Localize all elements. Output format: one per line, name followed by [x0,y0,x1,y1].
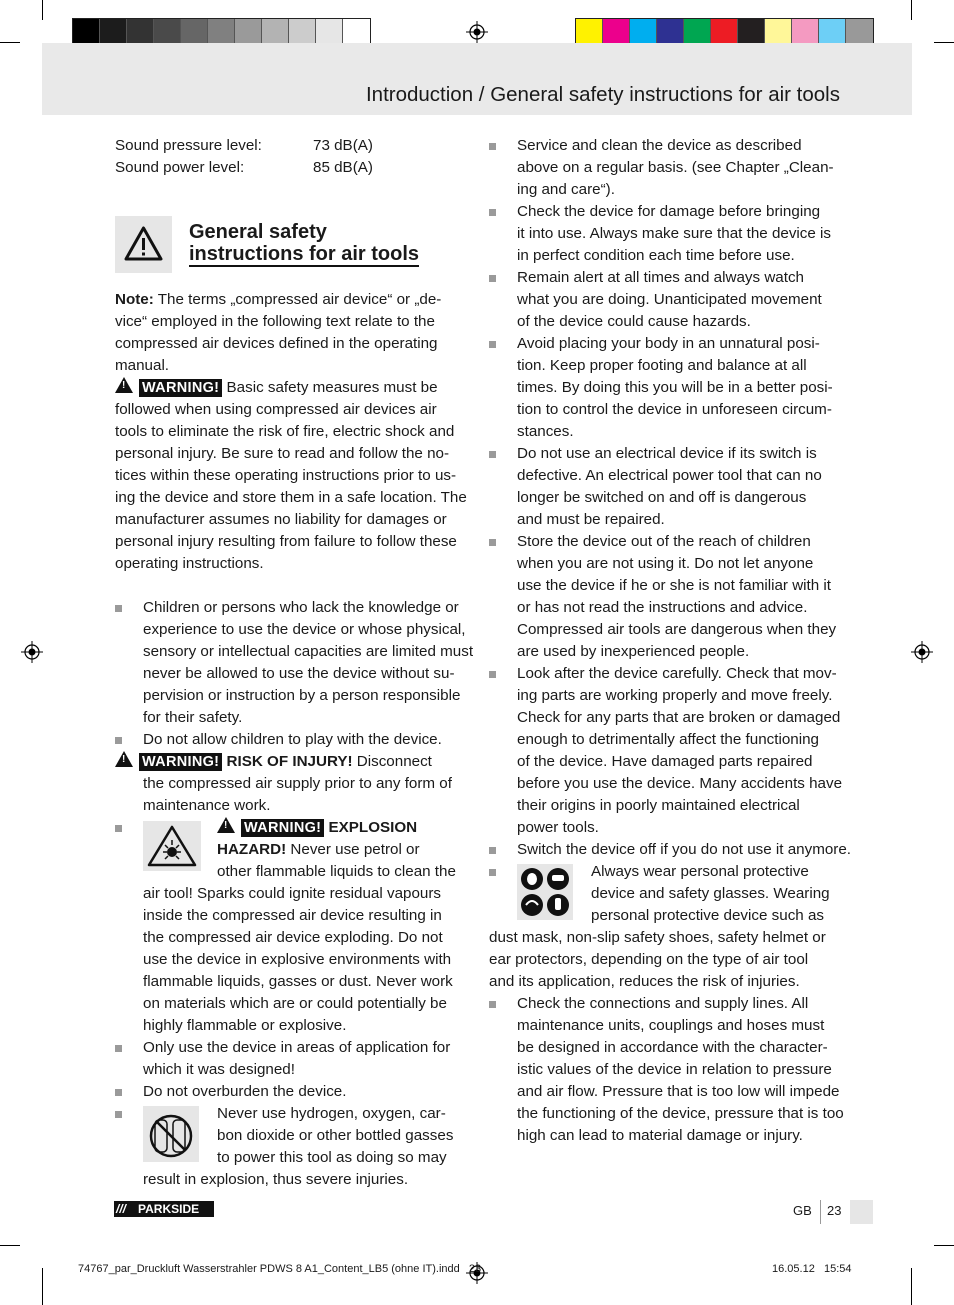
text-line: are used by inexperienced people. [517,643,750,660]
text-line: of the device could cause hazards. [517,313,751,330]
bullet-icon [489,1001,496,1008]
page-info [793,1201,812,1221]
swatch [100,19,127,45]
text-line: Children or persons who lack the knowledge or [143,599,459,616]
swatch [819,19,846,45]
text-line: on materials which are or could potentially be [143,995,447,1012]
text-line: the functioning of the device, pressure that is too [517,1105,844,1122]
bullet-icon [489,143,496,150]
swatch [576,19,603,45]
list-item [489,993,844,1147]
warning-badge: WARNING! [139,379,222,397]
warning-triangle-icon [115,751,133,767]
bullet-icon [115,1089,122,1096]
warning-badge: WARNING! [241,819,324,837]
text-line: personal injury. Be sure to read and follow the no- [115,445,450,462]
text-line: tools to eliminate the risk of fire, electric shock and [115,423,455,440]
list-item [489,201,841,267]
swatch [765,19,792,45]
text-line: Check the device for damage before bringing [517,203,821,220]
spec-row: Sound power level: 85 dB(A) [115,159,373,176]
bullet-icon [115,605,122,612]
list-item: Never use hydrogen, oxygen, car- bon dioxide or other bottled gasses to power this tool as doing so may result in explosion, thus severe injuries. [115,1103,470,1191]
swatch [208,19,235,45]
text-line: ing the device and store them in a safe location. The [115,489,467,506]
text-line: air tool! Sparks could ignite residual vapours [143,885,442,902]
warning-body: the compressed air supply prior to any form of maintenance work. [143,775,452,814]
text-line: defective. An electrical power tool that can no [517,467,822,484]
list-item [489,135,841,201]
warning-badge: WARNING! [139,753,222,771]
swatch [792,19,819,45]
bullet-icon [489,275,496,282]
text-line: the compressed air device exploding. Do not [143,929,443,946]
text-line: what you are doing. Unanticipated movement [517,291,822,308]
swatch [73,19,100,45]
left-column [115,135,465,179]
swatch [711,19,738,45]
text-line: experience to use the device or whose physical, [143,621,466,638]
page-header [42,43,912,115]
bullet-icon [489,209,496,216]
bullet-icon [489,341,496,348]
bullet-icon [489,451,496,458]
text-line: above on a regular basis. (see Chapter „Clean- [517,159,834,176]
page-title: Introduction / General safety instructions for air tools [365,83,840,106]
text-line: Check for any parts that are broken or damaged [517,709,841,726]
text-line: and air flow. Pressure that is too low will impede [517,1083,840,1100]
text-line: Compressed air tools are dangerous when they [517,621,837,638]
page-number: 23 [827,1203,842,1218]
text-line: Remain alert at all times and always watch [517,269,804,286]
swatch [738,19,765,45]
swatch [154,19,181,45]
text-line: for their safety. [143,709,243,726]
swatch [846,19,873,45]
text-line: followed when using compressed air devices air [115,401,437,418]
bullet-icon [489,671,496,678]
swatch [181,19,208,45]
list-item [489,443,841,531]
text-line: when you are not using it. Do not let anyone [517,555,814,572]
text-line: flammable liquids, gasses or dust. Never work [143,973,453,990]
bullet-icon [489,869,496,876]
text-line: be designed in accordance with the character- [517,1039,828,1056]
text-line: stances. [517,423,574,440]
swatch [343,19,370,45]
list-item [115,597,474,729]
swatch [235,19,262,45]
page-number-box [850,1200,873,1224]
explosion-hazard-icon [143,821,201,871]
text-line: use the device if he or she is not familiar with it [517,577,832,594]
text-line: operating instructions. [115,555,264,572]
bullet-icon [115,1111,122,1118]
text-line: times. By doing this you will be in a better posi- [517,379,833,396]
text-line: power tools. [517,819,599,836]
text-line: manufacturer assumes no liability for damages or [115,511,447,528]
text-line: or has not read the instructions and advice. [517,599,808,616]
note-paragraph: Note: The terms „compressed air device“ or „de- [115,291,442,308]
protective-equipment-icon [517,864,573,920]
list-item [489,531,841,663]
text-line: Look after the device carefully. Check that mov- [517,665,837,682]
text-line: in perfect condition each time before use. [517,247,795,264]
text-line: enough to detrimentally affect the functioning [517,731,819,748]
swatch [316,19,343,45]
text-line: istic values of the device in relation to pressure [517,1061,832,1078]
language-code: GB [793,1203,812,1218]
list-item [489,839,852,861]
list-item [489,663,841,839]
text-line: personal injury resulting from failure to follow these [115,533,457,550]
text-line: sensory or intellectual capacities are limited must [143,643,474,660]
text-line: tices within these operating instructions prior to us- [115,467,457,484]
list-item [489,267,841,333]
bullet-icon [115,737,122,744]
text-line: Switch the device off if you do not use it anymore. [517,841,852,858]
text-line: highly flammable or explosive. [143,1017,347,1034]
swatch [630,19,657,45]
text-line: Service and clean the device as described [517,137,802,154]
swatch [684,19,711,45]
text-line: it into use. Always make sure that the device is [517,225,832,242]
text-line: before you use the device. Many accidents have [517,775,843,792]
grayscale-bar [72,18,371,46]
section-title: General safety instructions for air tools [189,221,420,265]
swatch [262,19,289,45]
list-item: Only use the device in areas of application for which it was designed! [115,1037,470,1081]
left-body: Note: The terms „compressed air device“ or „de- vice“ employed in the following text relate to the compressed air devices defined in the operating manual. !WARNING! Basic safety measures must be followed when using compressed air devices air tools to eliminate the risk of fire, electric shock and personal injury. Be sure to read and follow the no- tices within these operating instructions prior to us- ing the device and store them in a safe location. The manufacturer assumes no liability for damages or personal injury resulting from failure to follow these operating instructions. Children or persons who lack the knowledge or experience to use the device or whose physical, sensory or intellectual capacities are limited must never be allowed to use the device without su- pervision or instruction by a person responsible for their safety. Do not allow children to play with the device. !WARNING! RISK OF INJURY! Disconnect the compressed air supply prior to any form of maintenance work. !WARNING! EXPLOSION HAZARD! Never use petrol or other flammable liquids to clean the air tool! Sparks could ignite residual vapours inside the compressed air device resulting in the compressed air device exploding. Do not use the device in explosive environments with flammable liquids, gasses or dust. Never work on materials which are or could potentially be highly flammable or explosive. Only use the device in areas of application for which it was designed! Do not overburden the device. Never use hydrogen, oxygen, car- bon dioxide or other bottled gasses to power this tool as doing so may result in explosion, thus severe injuries. [115,289,470,1191]
file-slug: 74767_par_Druckluft Wasserstrahler PDWS 8 A1_Content_LB5 (ohne IT).indd 23 [78,1263,482,1275]
bullet-icon [489,539,496,546]
brand-logo: /// PARKSIDE [114,1201,214,1217]
bullet-icon [115,825,122,832]
warning-paragraph: !WARNING! RISK OF INJURY! Disconnect [115,751,470,773]
text-line: Avoid placing your body in an unnatural posi- [517,335,820,352]
registration-mark-icon [21,641,43,663]
swatch [603,19,630,45]
bullet-icon [115,1045,122,1052]
text-line: Check the connections and supply lines. All [517,995,809,1012]
right-column [489,135,852,1147]
bullet-icon [489,847,496,854]
list-item: Do not allow children to play with the device. [115,729,470,751]
warning-triangle-icon [115,216,172,273]
text-line: high can lead to material damage or injury. [517,1127,803,1144]
warning-triangle-icon [115,377,133,393]
page-divider [820,1200,821,1224]
swatch [289,19,316,45]
spec-row: Sound pressure level: 73 dB(A) [115,137,373,154]
list-item: Do not overburden the device. [115,1081,470,1103]
text-line: their origins in poorly maintained electrical [517,797,800,814]
registration-mark-icon [466,21,488,43]
text-line: pervision or instruction by a person responsible [143,687,461,704]
text-line: ing parts are working properly and move freely. [517,687,833,704]
text-line: tion. Keep proper footing and balance at all [517,357,807,374]
print-date: 16.05.12 15:54 [772,1263,852,1275]
swatch [657,19,684,45]
text-line: longer be switched on and off is dangerous [517,489,807,506]
text-line: use the device in explosive environments with [143,951,452,968]
no-bottled-gas-icon [143,1106,199,1162]
text-line: ing and care“). [517,181,615,198]
list-item: !WARNING! EXPLOSION HAZARD! Never use petrol or other flammable liquids to clean the air tool! Sparks could ignite residual vapours inside the compressed air device resulting in the compressed air device exploding. Do not use the device in explosive environments with flammable liquids, gasses or dust. Never work on materials which are or could potentially be highly flammable or explosive. [115,817,470,1037]
text-line: inside the compressed air device resulting in [143,907,442,924]
text-line: and must be repaired. [517,511,665,528]
text-line: Store the device out of the reach of children [517,533,811,550]
registration-mark-icon [911,641,933,663]
text-line: tion to control the device in unforeseen circum- [517,401,832,418]
warning-paragraph: !WARNING! Basic safety measures must be [115,377,470,399]
list-item [489,333,841,443]
warning-triangle-icon [217,817,235,833]
swatch [127,19,154,45]
list-item: Always wear personal protective device and safety glasses. Wearing personal protective device such as dust mask, non-slip safety shoes, safety helmet or ear protectors, depending on the type of air tool and its application, reduces the risk of injuries. [489,863,830,990]
text-line: Do not use an electrical device if its switch is [517,445,817,462]
text-line: never be allowed to use the device without su- [143,665,455,682]
text-line: maintenance units, couplings and hoses must [517,1017,825,1034]
color-bar [575,18,874,46]
text-line: of the device. Have damaged parts repaired [517,753,813,770]
warning-body [115,399,470,575]
